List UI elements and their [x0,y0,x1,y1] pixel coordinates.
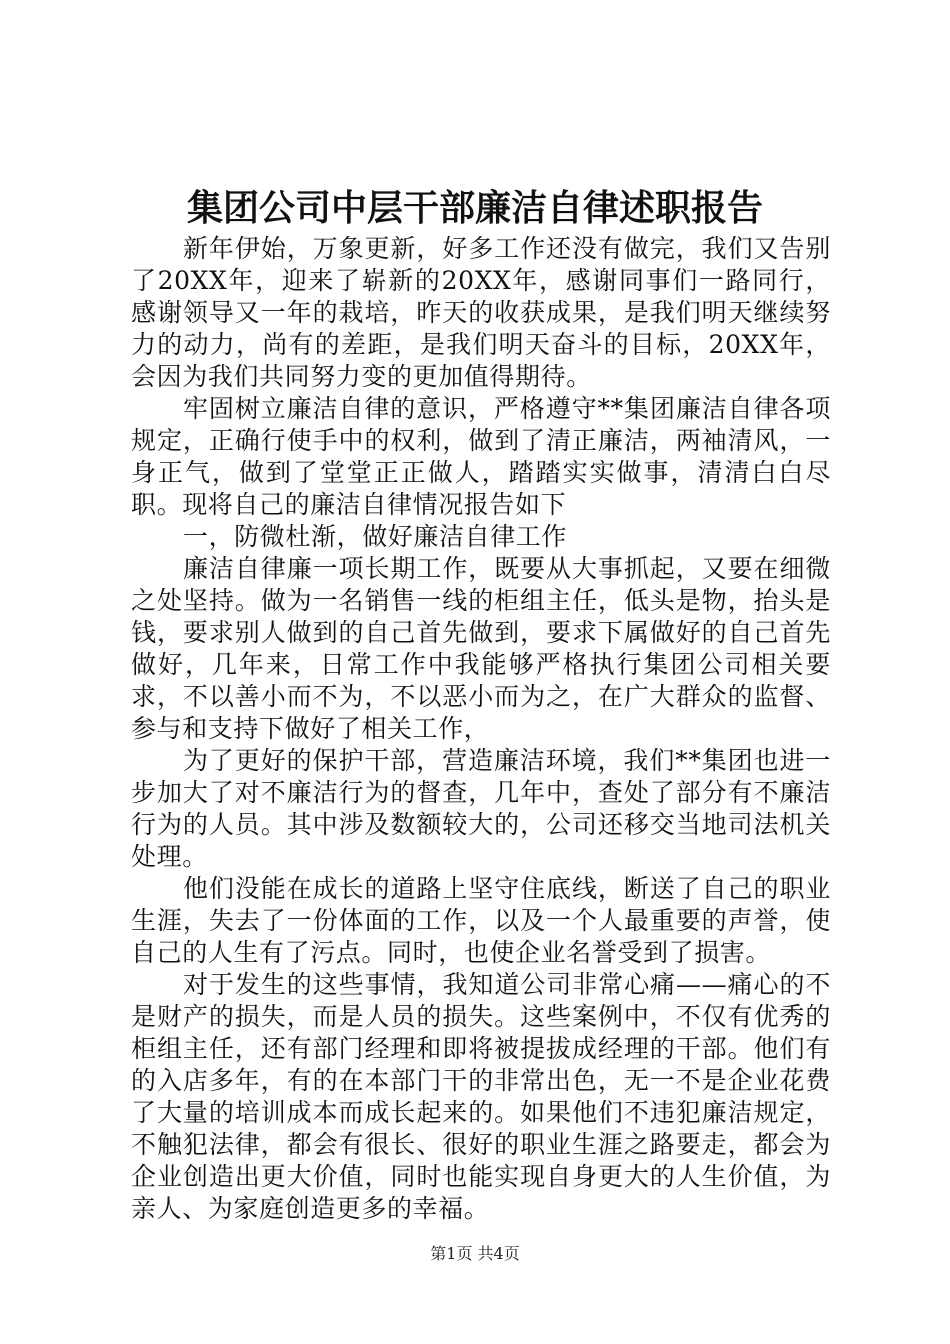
paragraph-commitment: 牢固树立廉洁自律的意识，严格遵守**集团廉洁自律各项规定，正确行使手中的权利，做到了清正廉洁，两袖清风，一身正气，做到了堂堂正正做人，踏踏实实做事，清清白白尽职。现将自己的廉洁自律情况报告如下 [131,394,831,519]
document-body [131,233,831,1225]
document-title: 集团公司中层干部廉洁自律述职报告 [186,187,763,229]
paragraph-supervision: 为了更好的保护干部，营造廉洁环境，我们**集团也进一步加大了对不廉洁行为的督查，几年中，查处了部分有不廉洁行为的人员。其中涉及数额较大的，公司还移交当地司法机关处理。 [131,746,831,871]
section-heading-1: 一，防微杜渐，做好廉洁自律工作 [183,522,568,551]
paragraph-consequences: 他们没能在成长的道路上坚守住底线，断送了自己的职业生涯，失去了一份体面的工作，以及一个人最重要的声誉，使自己的人生有了污点。同时，也使企业名誉受到了损害。 [131,874,831,967]
paragraph-intro: 新年伊始，万象更新，好多工作还没有做完，我们又告别了20XX年，迎来了崭新的20XX年，感谢同事们一路同行，感谢领导又一年的栽培，昨天的收获成果，是我们明天继续努力的动力，尚有的差距，是我们明天奋斗的目标，20XX年，会因为我们共同努力变的更加值得期待。 [131,234,831,391]
page-indicator: 第1页 共4页 [430,1244,520,1263]
paragraph-self-discipline: 廉洁自律廉一项长期工作，既要从大事抓起，又要在细微之处坚持。做为一名销售一线的柜组主任，低头是物，抬头是钱，要求别人做到的自己首先做到，要求下属做好的自己首先做好，几年来，日常工作中我能够严格执行集团公司相关要求，不以善小而不为，不以恶小而为之，在广大群众的监督、参与和支持下做好了相关工作， [131,554,831,743]
paragraph-reflection: 对于发生的这些事情，我知道公司非常心痛——痛心的不是财产的损失，而是人员的损失。这些案例中，不仅有优秀的柜组主任，还有部门经理和即将被提拔成经理的干部。他们有的入店多年，有的在本部门干的非常出色，无一不是企业花费了大量的培训成本而成长起来的。如果他们不违犯廉洁规定，不触犯法律，都会有很长、很好的职业生涯之路要走，都会为企业创造出更大价值，同时也能实现自身更大的人生价值，为亲人、为家庭创造更多的幸福。 [131,970,831,1223]
